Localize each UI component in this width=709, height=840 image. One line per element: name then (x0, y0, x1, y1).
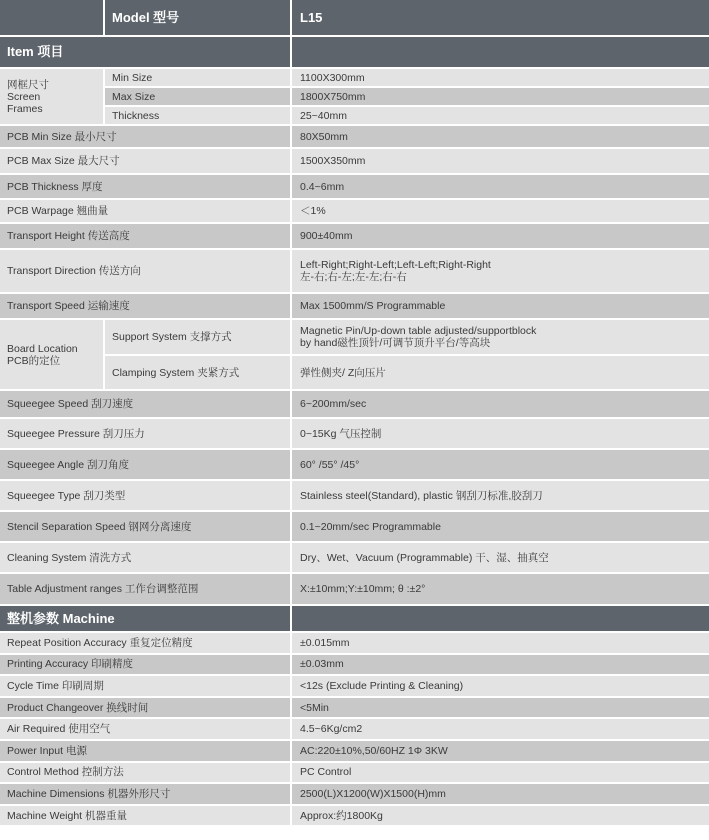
spec-label: PCB Thickness 厚度 (0, 175, 290, 198)
spec-row (0, 224, 709, 248)
spec-value-line: ±0.03mm (300, 658, 344, 671)
screen-frames-en: Screen Frames (7, 90, 43, 115)
spec-value (292, 741, 709, 761)
board-location-row (0, 320, 709, 354)
spec-row (0, 676, 709, 696)
spec-value-line: ＜1% (300, 205, 326, 217)
spec-row (0, 741, 709, 761)
spec-value (292, 294, 709, 318)
machine-section-blank (292, 606, 709, 631)
spec-value (292, 481, 709, 510)
spec-value-line-2: by hand磁性顶针/可调节顶升平台/等高块 (300, 337, 491, 349)
spec-label: Cycle Time 印刷周期 (0, 676, 290, 696)
screen-frames-row (0, 107, 709, 124)
spec-value (292, 175, 709, 198)
spec-value (292, 719, 709, 739)
spec-label: Cleaning System 清洗方式 (0, 543, 290, 572)
spec-value: 25~40mm (292, 107, 709, 124)
spec-label: Transport Speed 运输速度 (0, 294, 290, 318)
spec-value-line: 6~200mm/sec (300, 398, 367, 410)
spec-label: Repeat Position Accuracy 重复定位精度 (0, 633, 290, 653)
spec-value (292, 512, 709, 541)
spec-value (292, 224, 709, 248)
spec-value (292, 655, 709, 675)
spec-label: Squeegee Type 刮刀类型 (0, 481, 290, 510)
spec-value-line: <5Min (300, 701, 329, 714)
screen-frames-row (0, 88, 709, 105)
model-value: L15 (292, 0, 709, 35)
spec-value-line: 1500X350mm (300, 155, 366, 167)
spec-value-line: X:±10mm;Y:±10mm; θ :±2° (300, 583, 426, 595)
spec-value (292, 149, 709, 173)
spec-label: Printing Accuracy 印刷精度 (0, 655, 290, 675)
spec-row (0, 481, 709, 510)
spec-value-line: AC:220±10%,50/60HZ 1Φ 3KW (300, 744, 448, 757)
model-label: Model 型号 (105, 0, 290, 35)
spec-value-line: Magnetic Pin/Up-down table adjusted/supportblock (300, 325, 537, 337)
spec-value-line: 900±40mm (300, 230, 353, 242)
spec-value-line: Stainless steel(Standard), plastic 钢刮刀标准,胶刮刀 (300, 489, 543, 502)
spec-row (0, 543, 709, 572)
board-location-row (0, 356, 709, 389)
spec-row (0, 450, 709, 479)
spec-value-line: PC Control (300, 766, 352, 779)
spec-label: Min Size (105, 69, 290, 86)
spec-label: PCB Min Size 最小尺寸 (0, 126, 290, 147)
spec-row (0, 574, 709, 604)
spec-row (0, 719, 709, 739)
spec-row (0, 419, 709, 448)
spec-value (292, 126, 709, 147)
spec-label: Machine Weight 机器重量 (0, 806, 290, 826)
spec-value-line: 4.5~6Kg/cm2 (300, 723, 363, 736)
spec-value (292, 320, 709, 354)
spec-value (292, 676, 709, 696)
spec-label: Max Size (105, 88, 290, 105)
spec-row (0, 655, 709, 675)
spec-value-line: 0~15Kg 气压控制 (300, 427, 382, 440)
spec-value (292, 250, 709, 292)
spec-row (0, 784, 709, 804)
spec-label: Stencil Separation Speed 钢网分离速度 (0, 512, 290, 541)
spec-value (292, 806, 709, 826)
spec-value (292, 698, 709, 718)
spec-label: Air Required 使用空气 (0, 719, 290, 739)
board-location-en: Board Location (7, 342, 78, 355)
item-section-row (0, 37, 709, 67)
machine-section-label: 整机参数 Machine (0, 606, 290, 631)
spec-value-line: Max 1500mm/S Programmable (300, 300, 446, 312)
screen-frames-group-label (0, 69, 103, 124)
item-section-blank (292, 37, 709, 67)
spec-value (292, 391, 709, 417)
spec-value (292, 633, 709, 653)
spec-label: Product Changeover 换线时间 (0, 698, 290, 718)
spec-value-line-2: 左-右;右-左;左-左;右-右 (300, 271, 407, 283)
spec-row (0, 763, 709, 783)
spec-value (292, 543, 709, 572)
spec-row (0, 512, 709, 541)
spec-row (0, 698, 709, 718)
spec-row (0, 806, 709, 826)
spec-value (292, 784, 709, 804)
spec-label: Squeegee Speed 刮刀速度 (0, 391, 290, 417)
spec-value-line: Approx:约1800Kg (300, 809, 383, 822)
item-section-label: Item 项目 (0, 37, 290, 67)
header-blank (0, 0, 103, 35)
screen-frames-cn: 网框尺寸 (7, 78, 49, 91)
spec-value-line: <12s (Exclude Printing & Cleaning) (300, 679, 464, 692)
spec-value-line: 0.4~6mm (300, 180, 345, 193)
board-location-cn: PCB的定位 (7, 354, 61, 367)
spec-label: Transport Direction 传送方向 (0, 250, 290, 292)
spec-value (292, 450, 709, 479)
spec-label: PCB Warpage 翘曲量 (0, 200, 290, 222)
spec-row (0, 391, 709, 417)
spec-row (0, 126, 709, 147)
spec-value: 1100X300mm (292, 69, 709, 86)
spec-label: Table Adjustment ranges 工作台调整范围 (0, 574, 290, 604)
spec-row (0, 250, 709, 292)
spec-label: Squeegee Angle 刮刀角度 (0, 450, 290, 479)
spec-label: PCB Max Size 最大尺寸 (0, 149, 290, 173)
spec-label: Support System 支撑方式 (105, 320, 290, 354)
spec-value-line: Dry、Wet、Vacuum (Programmable) 干、湿、抽真空 (300, 551, 549, 564)
spec-value (292, 356, 709, 389)
spec-label: Power Input 电源 (0, 741, 290, 761)
spec-value-line: 80X50mm (300, 130, 348, 143)
spec-value-line: 60° /55° /45° (300, 458, 360, 471)
spec-label: Clamping System 夹紧方式 (105, 356, 290, 389)
spec-label: Transport Height 传送高度 (0, 224, 290, 248)
spec-row (0, 149, 709, 173)
spec-value (292, 763, 709, 783)
spec-value-line: Left-Right;Right-Left;Left-Left;Right-Right (300, 259, 491, 271)
spec-value (292, 419, 709, 448)
spec-row (0, 633, 709, 653)
spec-row (0, 175, 709, 198)
spec-value (292, 574, 709, 604)
spec-value-line: 2500(L)X1200(W)X1500(H)mm (300, 787, 446, 800)
spec-value-line: 0.1~20mm/sec Programmable (300, 520, 441, 533)
board-location-group-label (0, 320, 103, 389)
spec-value: 1800X750mm (292, 88, 709, 105)
spec-label: Machine Dimensions 机器外形尺寸 (0, 784, 290, 804)
spec-value (292, 200, 709, 222)
spec-label: Thickness (105, 107, 290, 124)
model-row (0, 0, 709, 35)
spec-row (0, 294, 709, 318)
spec-label: Squeegee Pressure 刮刀压力 (0, 419, 290, 448)
spec-label: Control Method 控制方法 (0, 763, 290, 783)
screen-frames-row (0, 69, 709, 86)
spec-value-line: 弹性侧夹/ Z向压片 (300, 366, 386, 379)
spec-value-line: ±0.015mm (300, 636, 350, 649)
machine-section-row (0, 606, 709, 631)
spec-row (0, 200, 709, 222)
